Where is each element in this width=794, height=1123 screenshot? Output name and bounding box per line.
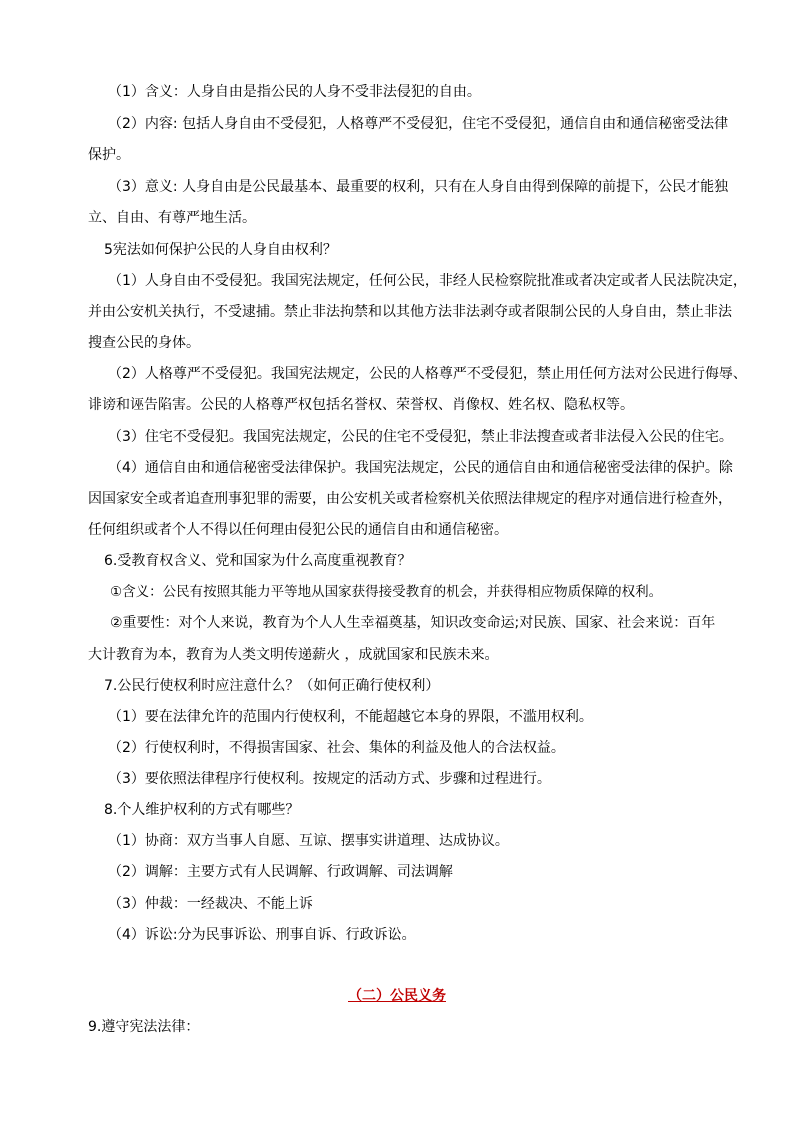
text-line: （1）含义：人身自由是指公民的人身不受非法侵犯的自由。 (108, 84, 481, 100)
text-line: 因国家安全或者追查刑事犯罪的需要，由公安机关或者检察机关依照法律规定的程序对通信进行检查外， (88, 491, 732, 507)
text-line: （2）行使权利时，不得损害国家、社会、集体的利益及他人的合法权益。 (108, 740, 565, 756)
text-line: （3）意义: 人身自由是公民最基本、最重要的权利，只有在人身自由得到保障的前提下，公民才能独 (108, 179, 729, 195)
text-line: （1）人身自由不受侵犯。我国宪法规定，任何公民，非经人民检察院批准或者决定或者人民法院决定， (108, 273, 747, 289)
question-heading: 9.遵守宪法法律： (88, 1019, 200, 1035)
text-line: （3）仲裁：一经裁决、不能上诉 (108, 896, 313, 912)
text-line: （2）内容: 包括人身自由不受侵犯，人格尊严不受侵犯，住宅不受侵犯，通信自由和通信秘密受法律 (108, 116, 729, 132)
question-heading: 8.个人维护权利的方式有哪些？ (104, 802, 300, 818)
text-line: 任何组织或者个人不得以任何理由侵犯公民的通信自由和通信秘密。 (88, 522, 508, 538)
text-line: 并由公安机关执行，不受逮捕。禁止非法拘禁和以其他方法非法剥夺或者限制公民的人身自由，禁止非法 (88, 304, 732, 320)
question-heading: 7.公民行使权利时应注意什么？（如何正确行使权利） (104, 678, 440, 694)
text-line: 立、自由、有尊严地生活。 (88, 210, 256, 226)
text-line: 搜查公民的身体。 (88, 335, 200, 351)
question-heading: 5宪法如何保护公民的人身自由权利？ (104, 242, 337, 258)
section-title: （二）公民义务 (348, 988, 446, 1004)
text-line: （2）人格尊严不受侵犯。我国宪法规定，公民的人格尊严不受侵犯，禁止用任何方法对公民进行侮辱、 (108, 366, 747, 382)
text-line: （1）协商：双方当事人自愿、互谅、摆事实讲道理、达成协议。 (108, 833, 509, 849)
text-line: （2）调解：主要方式有人民调解、行政调解、司法调解 (108, 864, 453, 880)
text-line: （4）诉讼:分为民事诉讼、刑事自诉、行政诉讼。 (108, 927, 416, 943)
text-line: （3）住宅不受侵犯。我国宪法规定，公民的住宅不受侵犯，禁止非法搜查或者非法侵入公民的住宅。 (108, 429, 733, 445)
text-line: （4）通信自由和通信秘密受法律保护。我国宪法规定，公民的通信自由和通信秘密受法律的保护。除 (108, 460, 733, 476)
text-line: ②重要性：对个人来说，教育为个人人生幸福奠基，知识改变命运;对民族、国家、社会来说：百年 (110, 615, 716, 631)
question-heading: 6.受教育权含义、党和国家为什么高度重视教育？ (104, 553, 412, 569)
text-line: 大计教育为本，教育为人类文明传递薪火 ，成就国家和民族未来。 (88, 647, 499, 663)
text-line: 诽谤和诬告陷害。公民的人格尊严权包括名誉权、荣誉权、肖像权、姓名权、隐私权等。 (88, 397, 634, 413)
text-line: （3）要依照法律程序行使权利。按规定的活动方式、步骤和过程进行。 (108, 771, 551, 787)
text-line: （1）要在法律允许的范围内行使权利，不能超越它本身的界限，不滥用权利。 (108, 709, 593, 725)
text-line: ①含义：公民有按照其能力平等地从国家获得接受教育的机会，并获得相应物质保障的权利。 (110, 584, 663, 600)
text-line: 保护。 (88, 147, 130, 163)
